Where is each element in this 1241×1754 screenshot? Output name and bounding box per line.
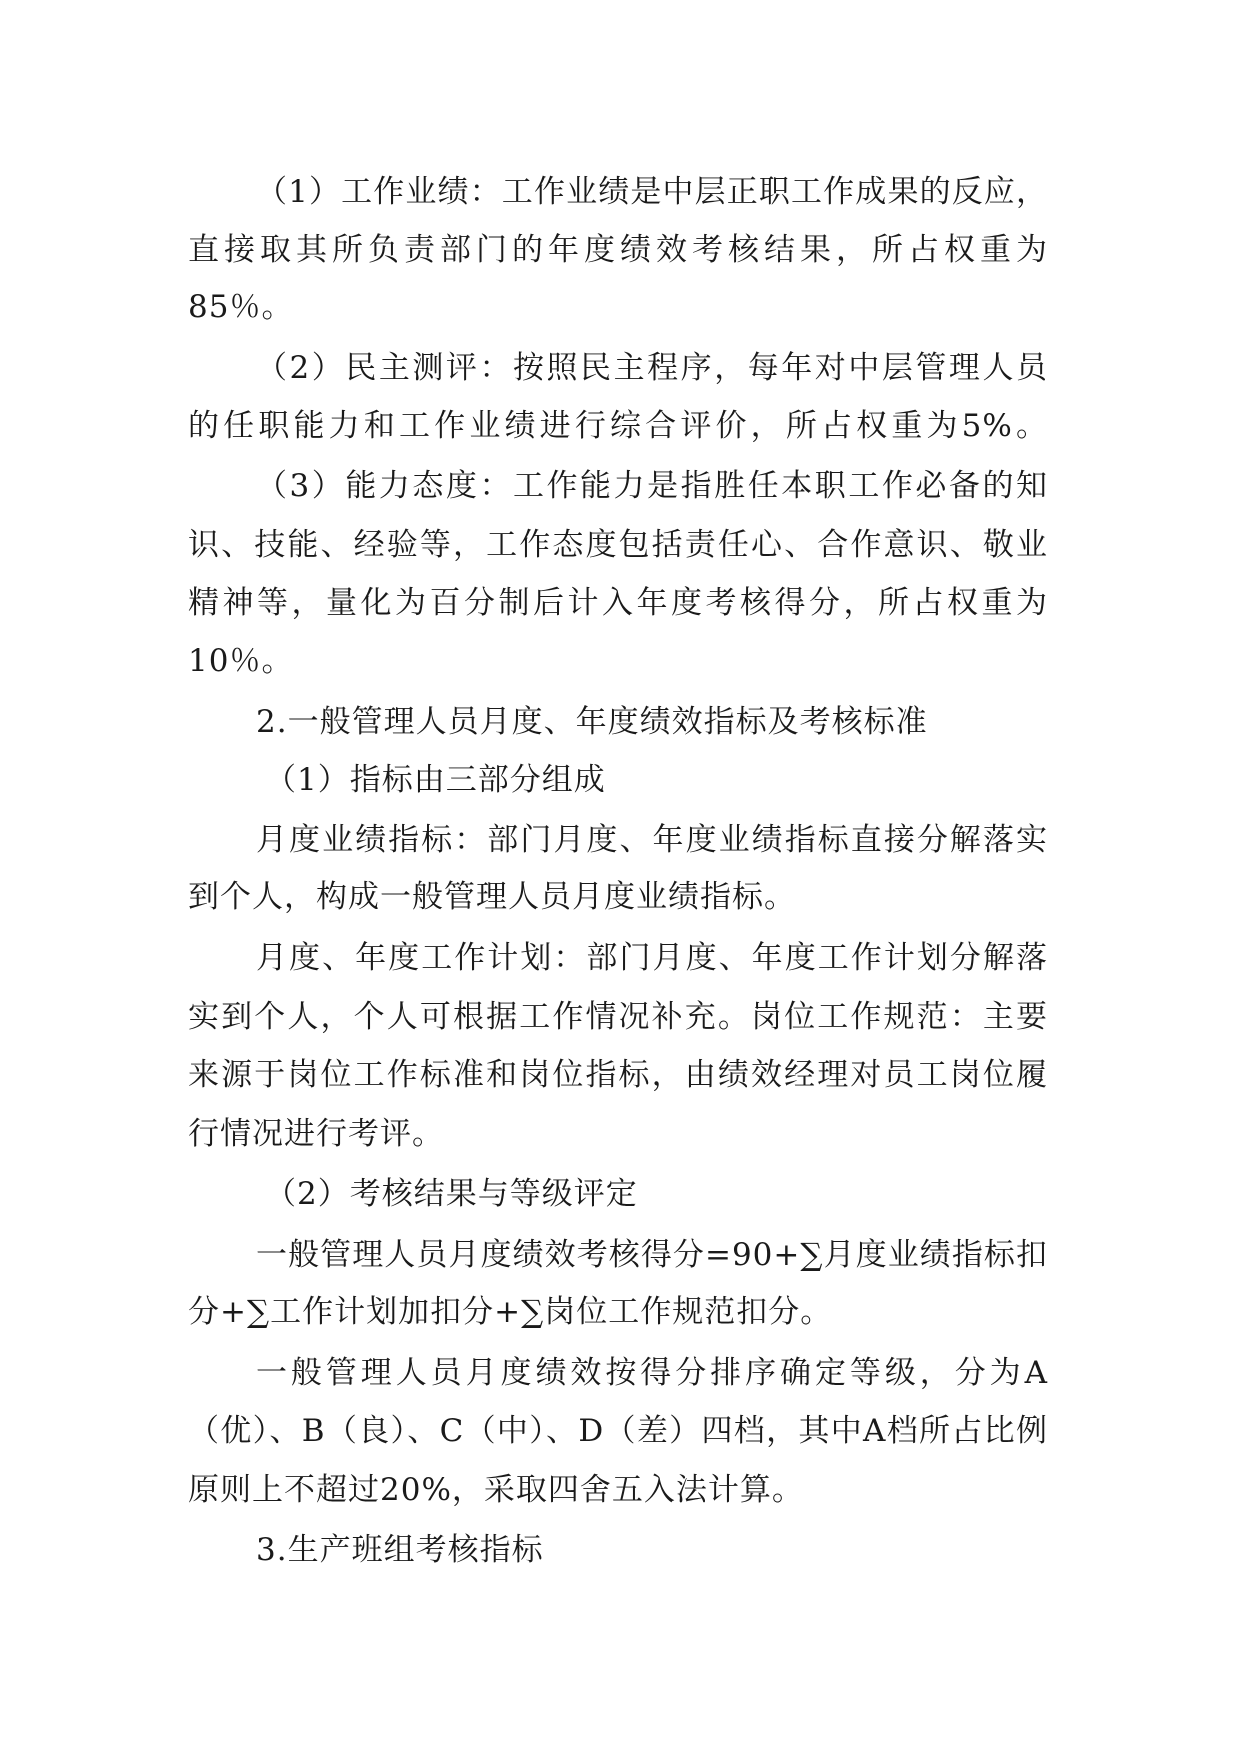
subsection-heading: （1）指标由三部分组成 [265, 762, 606, 798]
text-line: 实到个人，个人可根据工作情况补充。岗位工作规范：主要 [188, 999, 1048, 1035]
text-line: 月度业绩指标：部门月度、年度业绩指标直接分解落实 [256, 822, 1048, 858]
text-line: 一般管理人员月度绩效按得分排序确定等级，分为A [256, 1355, 1048, 1391]
section-heading: 2.一般管理人员月度、年度绩效指标及考核标准 [256, 704, 928, 740]
text-line: 原则上不超过20%，采取四舍五入法计算。 [188, 1472, 804, 1508]
text-line: 识、技能、经验等，工作态度包括责任心、合作意识、敬业 [188, 527, 1048, 563]
text-line: （3）能力态度：工作能力是指胜任本职工作必备的知 [256, 468, 1048, 504]
subsection-heading: （2）考核结果与等级评定 [265, 1176, 638, 1212]
text-line: 来源于岗位工作标准和岗位指标，由绩效经理对员工岗位履 [188, 1057, 1048, 1093]
text-line: 10％。 [188, 643, 294, 679]
text-line: 月度、年度工作计划：部门月度、年度工作计划分解落 [256, 940, 1048, 976]
text-line: 直接取其所负责部门的年度绩效考核结果，所占权重为 [188, 232, 1048, 268]
text-line: （2）民主测评：按照民主程序，每年对中层管理人员 [256, 350, 1048, 386]
text-line: 85％。 [188, 289, 294, 325]
section-heading: 3.生产班组考核指标 [256, 1532, 544, 1568]
text-line: 行情况进行考评。 [188, 1116, 444, 1152]
formula-line: 一般管理人员月度绩效考核得分=90+∑月度业绩指标扣 [256, 1237, 1048, 1273]
text-line: 精神等，量化为百分制后计入年度考核得分，所占权重为 [188, 585, 1048, 621]
text-line: 到个人，构成一般管理人员月度业绩指标。 [188, 879, 796, 915]
text-line: （1）工作业绩：工作业绩是中层正职工作成果的反应， [256, 174, 1048, 210]
text-line: （优）、B（良）、C（中）、D（差）四档，其中A档所占比例 [188, 1413, 1048, 1449]
formula-line: 分+∑工作计划加扣分+∑岗位工作规范扣分。 [188, 1294, 833, 1330]
text-line: 的任职能力和工作业绩进行综合评价，所占权重为5%。 [188, 408, 1048, 444]
